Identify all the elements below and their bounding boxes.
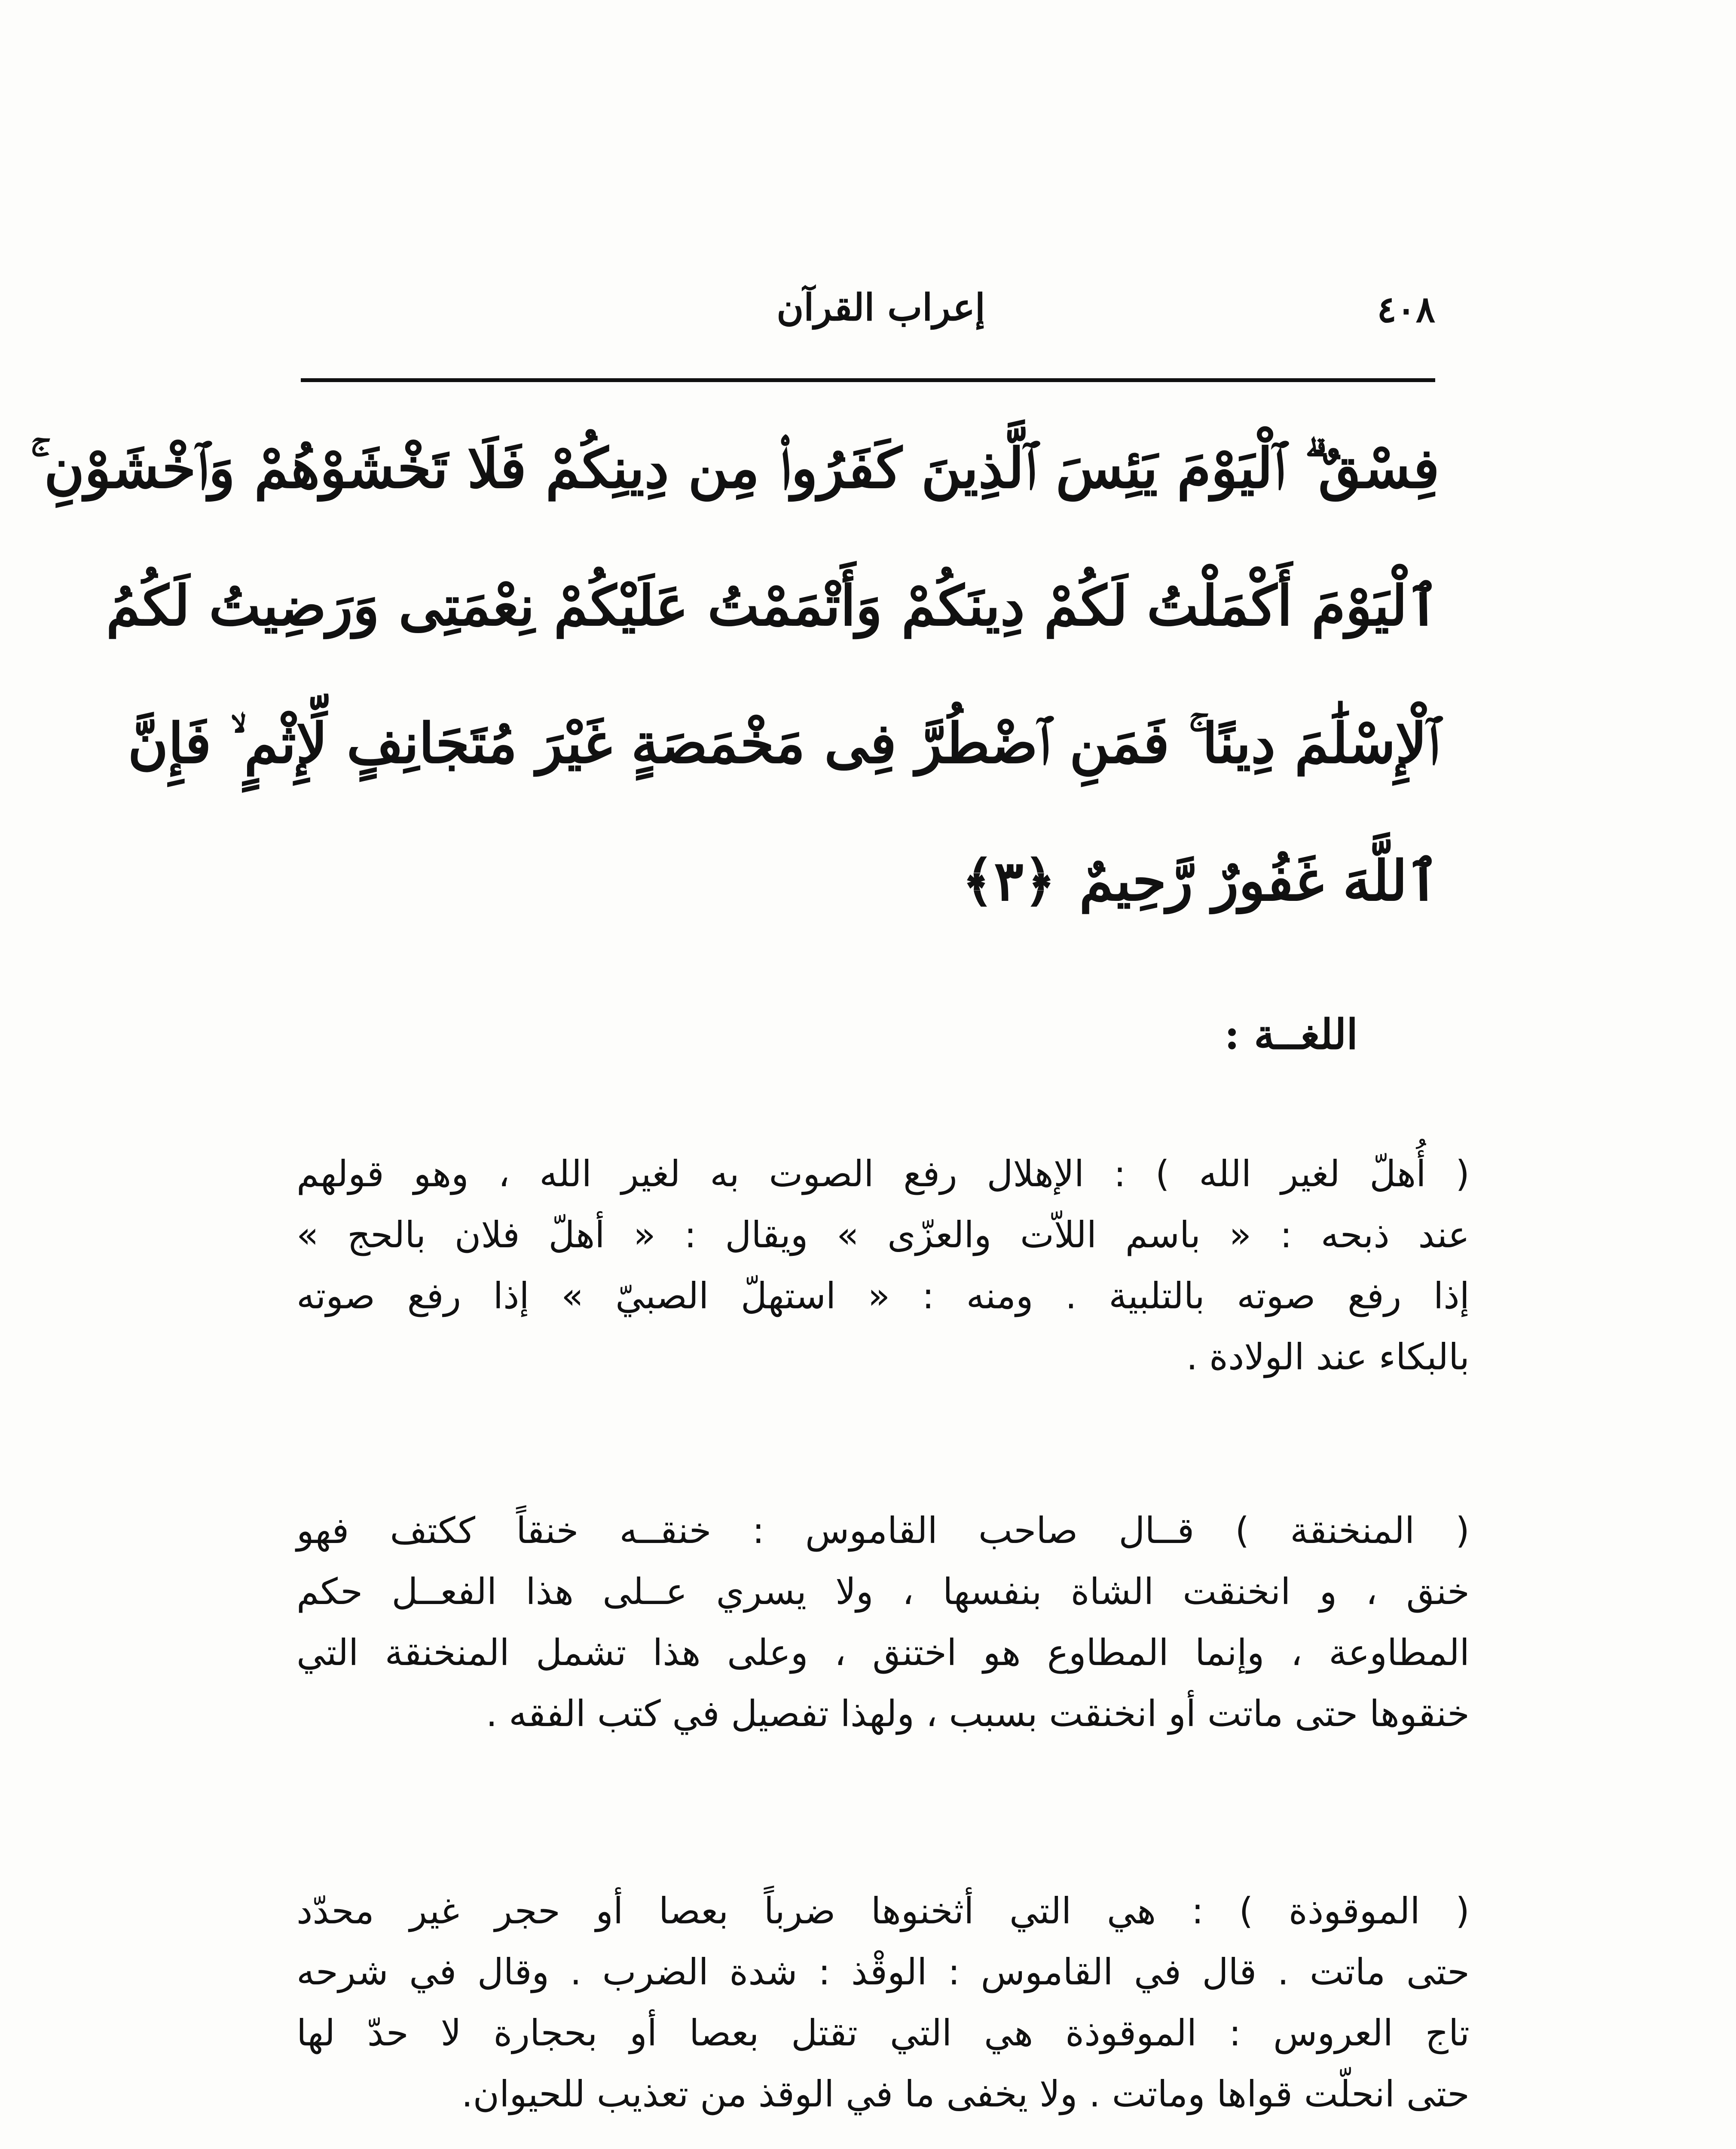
paragraph-line: تاج العروس : الموقوذة هي التي تقتل بعصا أو بحجارة لا حدّ لها <box>296 2012 1470 2054</box>
paragraph-line: بالبكاء عند الولادة . <box>1186 1336 1470 1378</box>
paragraph-munkhaniqa <box>296 1500 1470 1744</box>
verse-line: ٱلْإِسْلَٰمَ دِينًا ۚ فَمَنِ ٱضْطُرَّ فِى مَخْمَصَةٍ غَيْرَ مُتَجَانِفٍ لِّإِثْمٍ ۙ فَإِنَّ <box>128 711 1440 776</box>
paragraph-uhilla <box>296 1143 1470 1387</box>
section-heading-language: اللغــة : <box>1224 1010 1358 1059</box>
paragraph-line: حتى ماتت . قال في القاموس : الوقْذ : شدة الضرب . وقال في شرحه <box>296 1951 1470 1993</box>
verse-text: ٱللَّهَ غَفُورٌ رَّحِيمٌ <box>1079 849 1440 913</box>
paragraph-line: خنقوها حتى ماتت أو انخنقت بسبب ، ولهذا تفصيل في كتب الفقه . <box>486 1693 1470 1735</box>
paragraph-line: عند ذبحه : « باسم اللاّت والعزّى » ويقال : « أهلّ فلان بالحج » <box>296 1214 1470 1256</box>
paragraph-line: المطاوعة ، وإنما المطاوع هو اختنق ، وعلى هذا تشمل المنخنقة التي <box>296 1632 1470 1674</box>
ayah-number-marker: ﴿٣﴾ <box>962 849 1056 913</box>
running-header-title: إعراب القرآن <box>776 286 985 329</box>
paragraph-line: ( أُهلّ لغير الله ) : الإهلال رفع الصوت به لغير الله ، وهو قولهم <box>296 1153 1470 1195</box>
verse-line-last <box>254 812 1440 950</box>
paragraph-line: إذا رفع صوته بالتلبية . ومنه : « استهلّ الصبيّ » إذا رفع صوته <box>296 1275 1470 1317</box>
paragraph-line: ( المنخنقة ) قــال صاحب القاموس : خنقــه خنقاً ككتف فهو <box>296 1509 1470 1552</box>
paragraph-line: ( الموقوذة ) : هي التي أثخنوها ضرباً بعصا أو حجر غير محدّد <box>296 1890 1470 1932</box>
header-divider <box>301 378 1435 382</box>
paragraph-line: خنق ، و انخنقت الشاة بنفسها ، ولا يسري عــلى هذا الفعــل حكم <box>296 1570 1470 1613</box>
verse-line: فِسْقٌ ۗ ٱلْيَوْمَ يَئِسَ ٱلَّذِينَ كَفَرُوا۟ مِن دِينِكُمْ فَلَا تَخْشَوْهُمْ وَٱخْشَوْنِ ۚ <box>30 436 1440 501</box>
paragraph-line: حتى انحلّت قواها وماتت . ولا يخفى ما في الوقذ من تعذيب للحيوان. <box>461 2073 1470 2115</box>
page-number: ٤٠٨ <box>1377 288 1435 331</box>
quran-verse-block <box>30 400 1440 950</box>
verse-line: ٱلْيَوْمَ أَكْمَلْتُ لَكُمْ دِينَكُمْ وَأَتْمَمْتُ عَلَيْكُمْ نِعْمَتِى وَرَضِيتُ لَكُمُ <box>106 574 1440 638</box>
paragraph-mawquza <box>296 1880 1470 2125</box>
